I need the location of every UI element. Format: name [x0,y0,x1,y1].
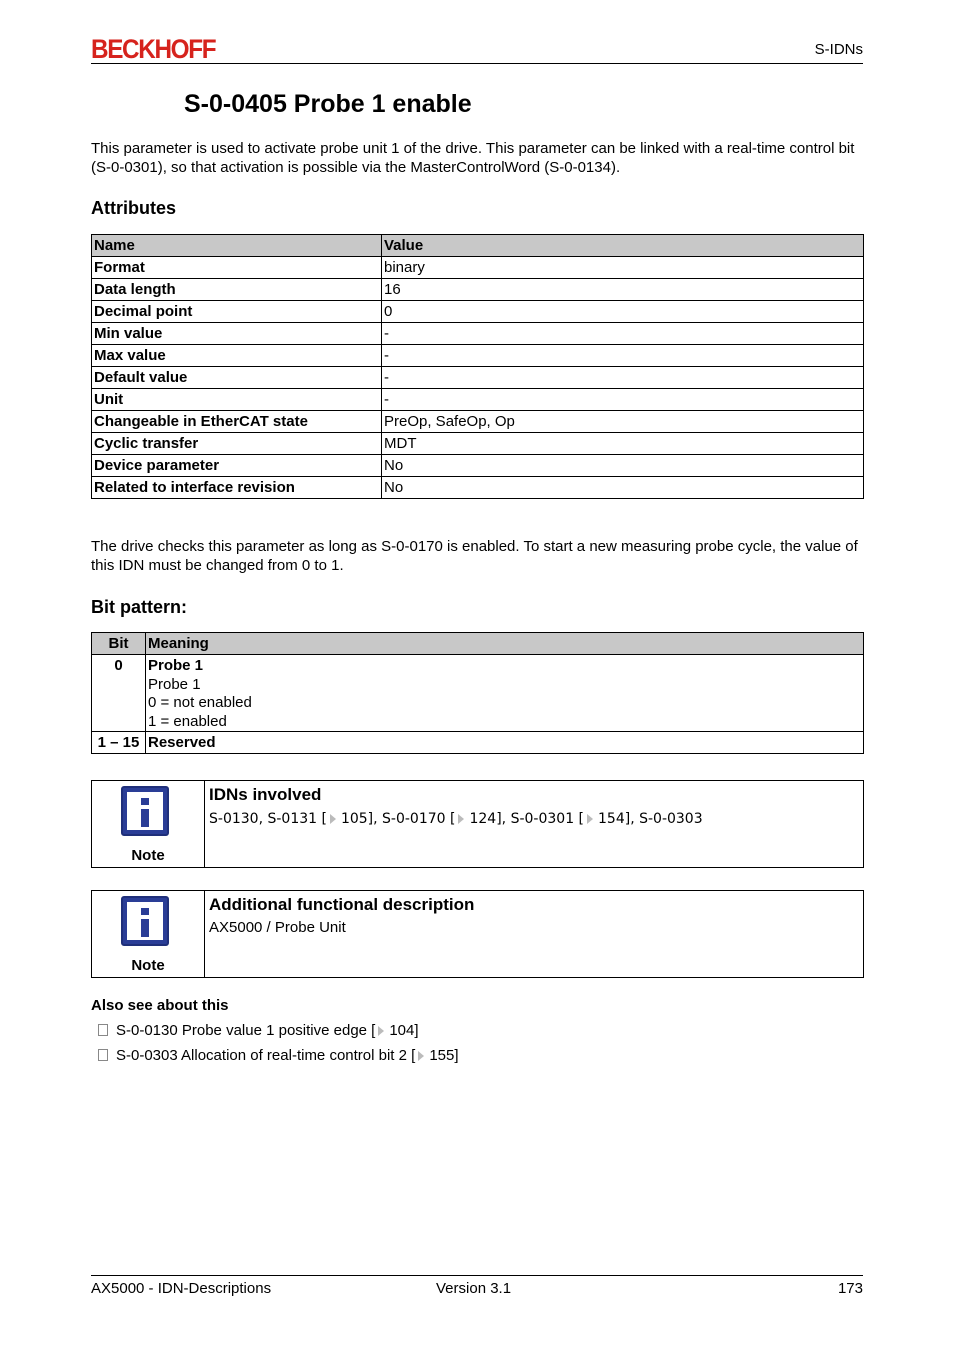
table-row [92,301,864,323]
header-divider [91,63,863,64]
beckhoff-logo: BECKHOFF [91,34,216,64]
attr-value: No [382,455,864,477]
note-label: Note [131,847,165,864]
attr-name: Min value [92,323,382,345]
note-icon-cell [92,781,205,867]
attr-name: Default value [92,367,382,389]
column-header-name: Name [92,235,382,257]
note-idns-involved [91,780,864,868]
check-paragraph: The drive checks this parameter as long as S-0-0170 is enabled. To start a new measuring probe cycle, the value of this IDN must be changed from 0 to 1. [91,538,858,574]
bit-number: 0 [92,655,146,732]
attr-name: Max value [92,345,382,367]
attr-value: 0 [382,301,864,323]
bit-meaning-line: Probe 1 [148,675,201,693]
see-also-text[interactable]: S-0-0303 Allocation of real-time control bit 2 [ [116,1047,416,1064]
see-also-page[interactable]: 155] [429,1047,459,1064]
bit-meaning [146,655,864,732]
bit-pattern-heading: Bit pattern: [91,597,187,617]
table-header-row [92,235,864,257]
page-link-arrow-icon [378,1026,384,1036]
note-additional-description [91,890,864,978]
page-title: S-0-0405 Probe 1 enable [184,90,472,118]
attr-name: Device parameter [92,455,382,477]
table-row [92,455,864,477]
note-label: Note [131,957,165,974]
attr-value: - [382,389,864,411]
attr-value: - [382,345,864,367]
note-title: Additional functional description [209,895,475,914]
table-row [92,367,864,389]
footer-document-name: AX5000 - IDN-Descriptions [91,1280,272,1297]
info-icon [121,896,169,946]
attr-value: binary [382,257,864,279]
page-link-arrow-icon [330,814,336,824]
note-body-link[interactable]: 154], S-0-0303 [598,811,703,827]
column-header-meaning: Meaning [146,633,864,655]
attr-value: No [382,477,864,499]
note-body: AX5000 / Probe Unit [209,919,346,936]
note-content [205,891,863,977]
table-header-row [92,633,864,655]
table-row [92,655,864,732]
see-also-heading: Also see about this [91,997,229,1014]
bit-pattern-table [91,632,864,754]
table-row [92,433,864,455]
table-row [92,411,864,433]
bit-number: 1 – 15 [92,732,146,754]
note-content [205,781,863,867]
bit-meaning-line: 1 = enabled [148,712,227,730]
attr-value: - [382,367,864,389]
footer-version: Version 3.1 [436,1280,512,1297]
attr-value: - [382,323,864,345]
note-icon-cell [92,891,205,977]
attr-name: Data length [92,279,382,301]
column-header-value: Value [382,235,864,257]
bit-meaning-title: Reserved [146,732,864,754]
note-body [209,811,859,827]
see-also-link[interactable] [98,1047,459,1064]
table-row [92,389,864,411]
table-row [92,279,864,301]
table-row [92,323,864,345]
table-row [92,477,864,499]
bit-meaning-title: Probe 1 [148,657,204,674]
footer-divider [91,1275,863,1276]
attr-value: MDT [382,433,864,455]
attr-name: Changeable in EtherCAT state [92,411,382,433]
see-also-page[interactable]: 104] [389,1022,419,1039]
attr-name: Format [92,257,382,279]
note-body-link[interactable]: 105], S-0-0170 [ [340,811,456,827]
header-section-label: S-IDNs [814,41,863,58]
page-link-arrow-icon [458,814,464,824]
see-also-link[interactable] [98,1022,419,1039]
table-row [92,732,864,754]
see-also-text[interactable]: S-0-0130 Probe value 1 positive edge [ [116,1022,376,1039]
note-body-link[interactable]: 124], S-0-0301 [ [469,811,585,827]
table-row [92,345,864,367]
attributes-table [91,234,864,499]
attr-name: Unit [92,389,382,411]
attributes-heading: Attributes [91,198,176,218]
document-icon [98,1024,108,1036]
info-icon [121,786,169,836]
column-header-bit: Bit [92,633,146,655]
attr-value: 16 [382,279,864,301]
table-row [92,257,864,279]
note-body-text: S-0130, S-0131 [ [209,811,327,827]
document-icon [98,1049,108,1061]
attr-name: Cyclic transfer [92,433,382,455]
page-link-arrow-icon [587,814,593,824]
attr-name: Related to interface revision [92,477,382,499]
attr-value: PreOp, SafeOp, Op [382,411,864,433]
note-title: IDNs involved [209,785,322,804]
intro-paragraph: This parameter is used to activate probe unit 1 of the drive. This parameter can be linked with a real-time control bit (S-0-0301), so that activation is possible via the MasterControlWord (S-0-0134). [91,140,855,176]
footer-page-number: 173 [837,1280,863,1297]
bit-meaning-line: 0 = not enabled [148,694,252,711]
attr-name: Decimal point [92,301,382,323]
page-link-arrow-icon [418,1051,424,1061]
